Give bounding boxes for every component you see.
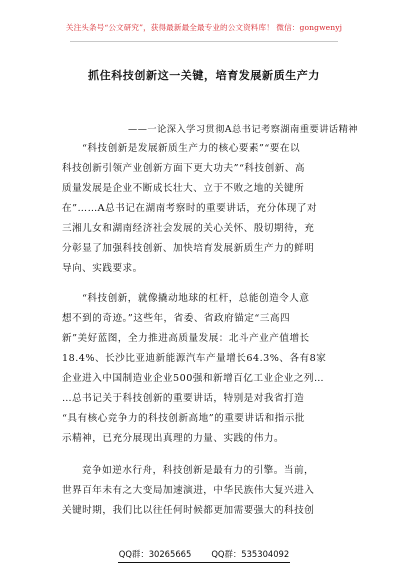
paragraph-1-line-1: “科技创新是发展新质生产力的核心要素”“要在以 xyxy=(82,143,301,154)
qq-group-1: QQ群：30265665 xyxy=(118,549,192,559)
paragraph-1-line-2: 科技创新引领产业创新方面下更大功夫”“科技创新、高 xyxy=(62,163,305,174)
header-note-text: 关注头条号“公文研究”，获得最新最全最专业的公文资料库！ 微信： xyxy=(65,23,300,32)
paragraph-3-line-3: 关键时期，我们比以往任何时候都更加需要强大的科技创 xyxy=(62,505,315,516)
header-note xyxy=(0,22,408,33)
paragraph-1-line-5: 三湘儿女和湖南经济社会发展的关心关怀、殷切期待，充 xyxy=(62,223,315,234)
qq-group-2: QQ群：535304092 xyxy=(211,549,290,559)
paragraph-1-line-4: 在”……A总书记在湖南考察时的重要讲话，充分体现了对 xyxy=(62,203,318,214)
paragraph-2-line-6: …总书记关于科技创新的重要讲话，特别是对我省打造 xyxy=(62,393,305,404)
paragraph-2-line-1: “科技创新，就像撬动地球的杠杆，总能创造令人意 xyxy=(82,293,310,304)
paragraph-2-line-4: 18.4%、长沙比亚迪新能源汽车产量增长64.3%、各有8家 xyxy=(62,353,327,364)
paragraph-2-line-8: 示精神，已充分展现出真理的力量、实践的伟力。 xyxy=(62,433,285,444)
paragraph-1-line-7: 导向、实践要求。 xyxy=(62,263,143,274)
header-divider xyxy=(70,41,338,42)
paragraph-2-line-7: “具有核心竞争力的科技创新高地”的重要讲话和指示批 xyxy=(62,413,305,424)
document-subtitle: ——一论深入学习贯彻A总书记考察湖南重要讲话精神 xyxy=(128,124,358,135)
paragraph-1-line-6: 分彰显了加强科技创新、加快培育发展新质生产力的鲜明 xyxy=(62,243,315,254)
footer-contact xyxy=(0,548,408,560)
paragraph-3-line-2: 世界百年未有之大变局加速演进，中华民族伟大复兴进入 xyxy=(62,485,315,496)
footer-divider xyxy=(118,562,290,563)
paragraph-2-line-2: 想不到的奇迹。”这些年，省委、省政府锚定“三高四 xyxy=(62,313,291,324)
document-title: 抓住科技创新这一关键，培育发展新质生产力 xyxy=(88,69,320,82)
paragraph-1-line-3: 质量发展是企业不断成长壮大、立于不败之地的关键所 xyxy=(62,183,305,194)
paragraph-3-line-1: 竞争如逆水行舟，科技创新是最有力的引擎。当前， xyxy=(82,465,315,476)
wechat-id: gongwenyj xyxy=(299,23,343,32)
paragraph-2-line-3: 新”美好蓝图，全力推进高质量发展：北斗产业产值增长 xyxy=(62,333,310,344)
paragraph-2-line-5: 企业进入中国制造业企业500强和新增百亿工业企业之列… xyxy=(62,373,325,384)
